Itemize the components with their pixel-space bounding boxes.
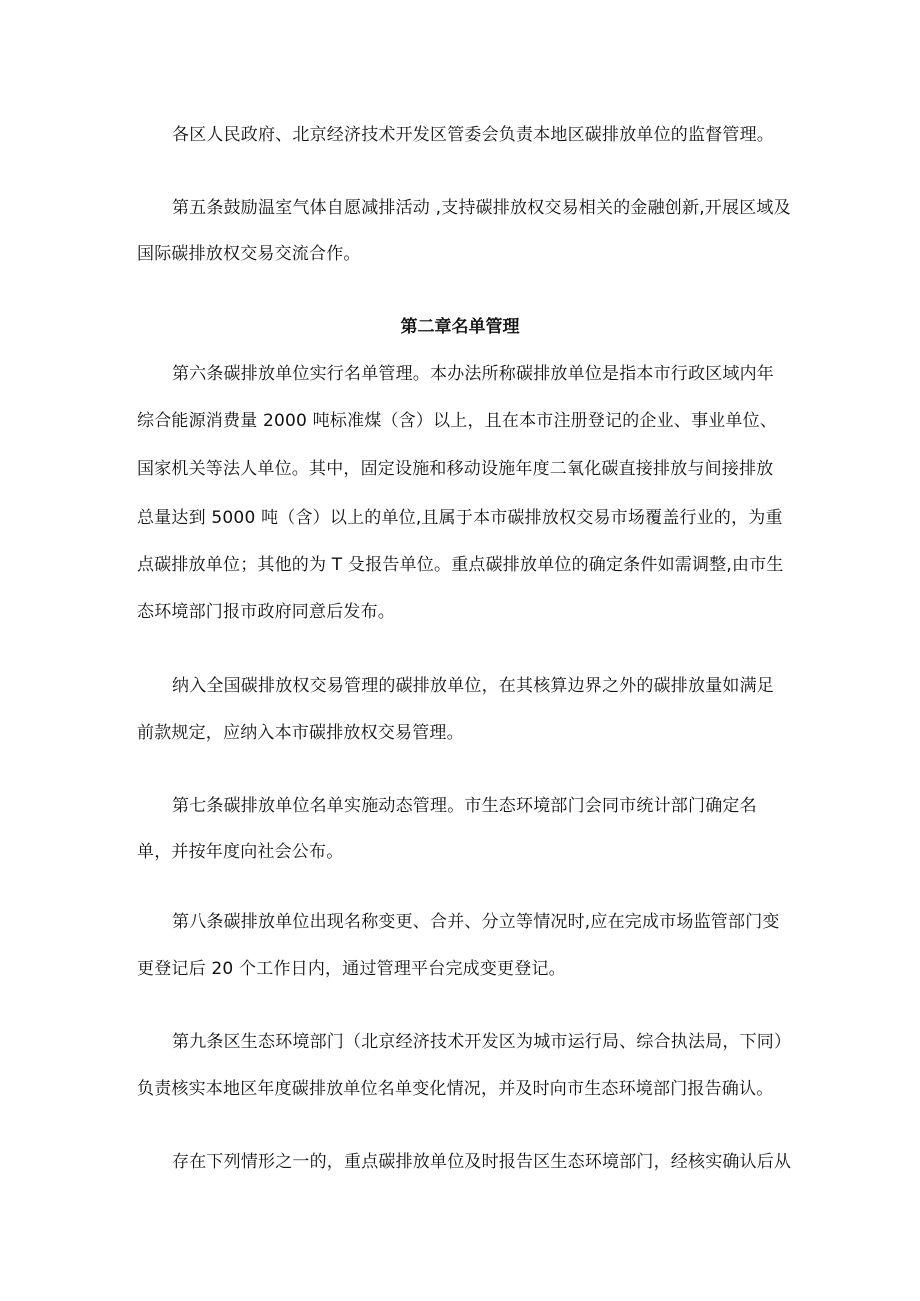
- article-5-line-1: 第五条鼓励温室气体自愿减排活动 ,支持碳排放权交易相关的金融创新,开展区域及: [172, 198, 791, 218]
- article-9-line-2: 负责核实本地区年度碳排放单位名单变化情况，并及时向市生态环境部门报告确认。: [137, 1079, 774, 1099]
- article-7-line-1: 第七条碳排放单位名单实施动态管理。市生态环境部门会同市统计部门确定名: [172, 796, 757, 816]
- article-7-line-2: 单，并按年度向社会公布。: [137, 842, 344, 862]
- article-6-line-1: 第六条碳排放单位实行名单管理。本办法所称碳排放单位是指本市行政区域内年: [172, 364, 774, 384]
- paragraph-supervision-line-1: 各区人民政府、北京经济技术开发区管委会负责本地区碳排放单位的监督管理。: [172, 125, 774, 145]
- paragraph-national-line-1: 纳入全国碳排放权交易管理的碳排放单位，在其核算边界之外的碳排放量如满足: [172, 676, 774, 696]
- article-6-line-4: 总量达到 5000 吨（含）以上的单位,且属于本市碳排放权交易市场覆盖行业的，为重: [137, 508, 783, 528]
- article-6-line-3: 国家机关等法人单位。其中，固定设施和移动设施年度二氧化碳直接排放与间接排放: [137, 459, 774, 479]
- article-5-line-2: 国际碳排放权交易交流合作。: [137, 244, 361, 264]
- article-6-line-6: 态环境部门报市政府同意后发布。: [137, 602, 395, 622]
- article-6-line-5: 点碳排放单位；其他的为 T 殳报告单位。重点碳排放单位的确定条件如需调整,由市生: [137, 555, 784, 575]
- article-9-line-1: 第九条区生态环境部门（北京经济技术开发区为城市运行局、综合执法局，下同）: [172, 1032, 792, 1052]
- paragraph-national-line-2: 前款规定，应纳入本市碳排放权交易管理。: [137, 723, 464, 743]
- article-8-line-2: 更登记后 20 个工作日内，通过管理平台完成变更登记。: [137, 959, 566, 979]
- paragraph-circumstances-line-1: 存在下列情形之一的，重点碳排放单位及时报告区生态环境部门，经核实确认后从: [172, 1152, 792, 1172]
- chapter-heading: 第二章名单管理: [400, 317, 520, 337]
- article-6-line-2: 综合能源消费量 2000 吨标准煤（含）以上，且在本市注册登记的企业、事业单位、: [137, 411, 778, 431]
- article-8-line-1: 第八条碳排放单位出现名称变更、合并、分立等情况时,应在完成市场监管部门变: [172, 912, 780, 932]
